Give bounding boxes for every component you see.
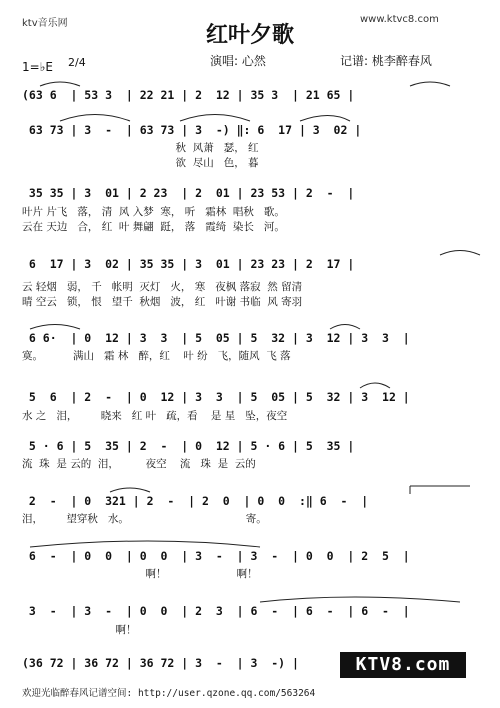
ktv8-logo: KTV8.com <box>340 652 466 678</box>
lyric-line-7: 流 珠 是 云的 泪， 夜空 流 珠 是 云的 <box>22 458 256 470</box>
slur <box>260 597 460 602</box>
lyric-line-2b: 欲 尽山 色， 暮 <box>22 157 259 169</box>
site-url-right: www.ktvc8.com <box>360 14 439 25</box>
score-line-9: 6 - | 0 0 | 0 0 | 3 - | 3 - | 0 0 | 2 5 | <box>22 549 410 563</box>
lyric-line-6: 水 之 泪， 晓来 红 叶 疏，看 是 星 坠，夜空 <box>22 410 288 422</box>
site-name-left: ktv音乐网 <box>22 18 68 29</box>
key-signature: 1=♭E <box>22 60 53 74</box>
slur <box>30 541 260 547</box>
slur <box>40 82 80 86</box>
singer-credit: 演唱: 心然 <box>210 54 266 68</box>
score-line-5: 6 6· | 0 12 | 3 3 | 5 05 | 5 32 | 3 12 | 3 3 | <box>22 331 410 345</box>
transcriber-credit: 记谱: 桃李醉春风 <box>340 54 432 68</box>
slur <box>300 116 350 122</box>
score-line-8: 2 - | 0 321 | 2 - | 2 0 | 0 0 :‖ 6 - | <box>22 494 369 508</box>
lyric-line-3a: 叶片 片飞 落， 清 风 入梦 寒， 听 霜林 唱秋 歌。 <box>22 206 285 218</box>
slur <box>60 115 130 122</box>
lyric-line-4a: 云 轻烟 弱， 千 帐明 灭灯 火， 寒 夜枫 落寂 然 留清 <box>22 281 303 293</box>
slur <box>360 383 390 388</box>
score-line-2: 63 73 | 3 - | 63 73 | 3 -) ‖: 6 17 | 3 02 | <box>22 123 362 137</box>
score-line-1: (63 6 | 53 3 | 22 21 | 2 12 | 35 3 | 21 65 | <box>22 88 355 102</box>
score-line-10: 3 - | 3 - | 0 0 | 2 3 | 6 - | 6 - | 6 - | <box>22 604 410 618</box>
lyric-line-8: 泪， 望穿秋 水。 寄。 <box>22 513 267 525</box>
score-line-7: 5 · 6 | 5 35 | 2 - | 0 12 | 5 · 6 | 5 35 | <box>22 439 355 453</box>
footer-credit: 欢迎光临醉春风记谱空间: http://user.qzone.qq.com/563264 <box>22 688 316 699</box>
score-line-11: (36 72 | 36 72 | 36 72 | 3 - | 3 -) | <box>22 656 299 670</box>
lyric-line-2a: 秋 风萧 瑟， 红 <box>22 142 259 154</box>
lyric-line-9: 啊！ 啊！ <box>22 568 258 580</box>
slur <box>330 325 360 330</box>
lyric-line-10: 啊！ <box>22 624 137 636</box>
score-line-4: 6 17 | 3 02 | 35 35 | 3 01 | 23 23 | 2 17 | <box>22 257 355 271</box>
score-line-3: 35 35 | 3 01 | 2 23 | 2 01 | 23 53 | 2 - | <box>22 186 355 200</box>
song-title: 红叶夕歌 <box>205 22 294 48</box>
slur <box>30 325 80 330</box>
lyric-line-4b: 晴 空云 锁， 恨 望千 秋烟 波， 红 叶谢 书临 风 寄羽 <box>22 296 303 308</box>
slur <box>440 251 480 256</box>
time-signature: 2/4 <box>68 56 86 69</box>
lyric-line-5: 寞。 满山 霜 林 醉，红 叶 纷 飞，随风 飞 落 <box>22 350 291 362</box>
slur <box>410 82 450 86</box>
score-line-6: 5 6 | 2 - | 0 12 | 3 3 | 5 05 | 5 32 | 3 12 | <box>22 390 410 404</box>
slur <box>110 488 150 492</box>
lyric-line-3b: 云在 天边 合， 红 叶 舞翩 跹， 落 霞绮 染长 河。 <box>22 221 285 233</box>
slur <box>180 115 250 122</box>
